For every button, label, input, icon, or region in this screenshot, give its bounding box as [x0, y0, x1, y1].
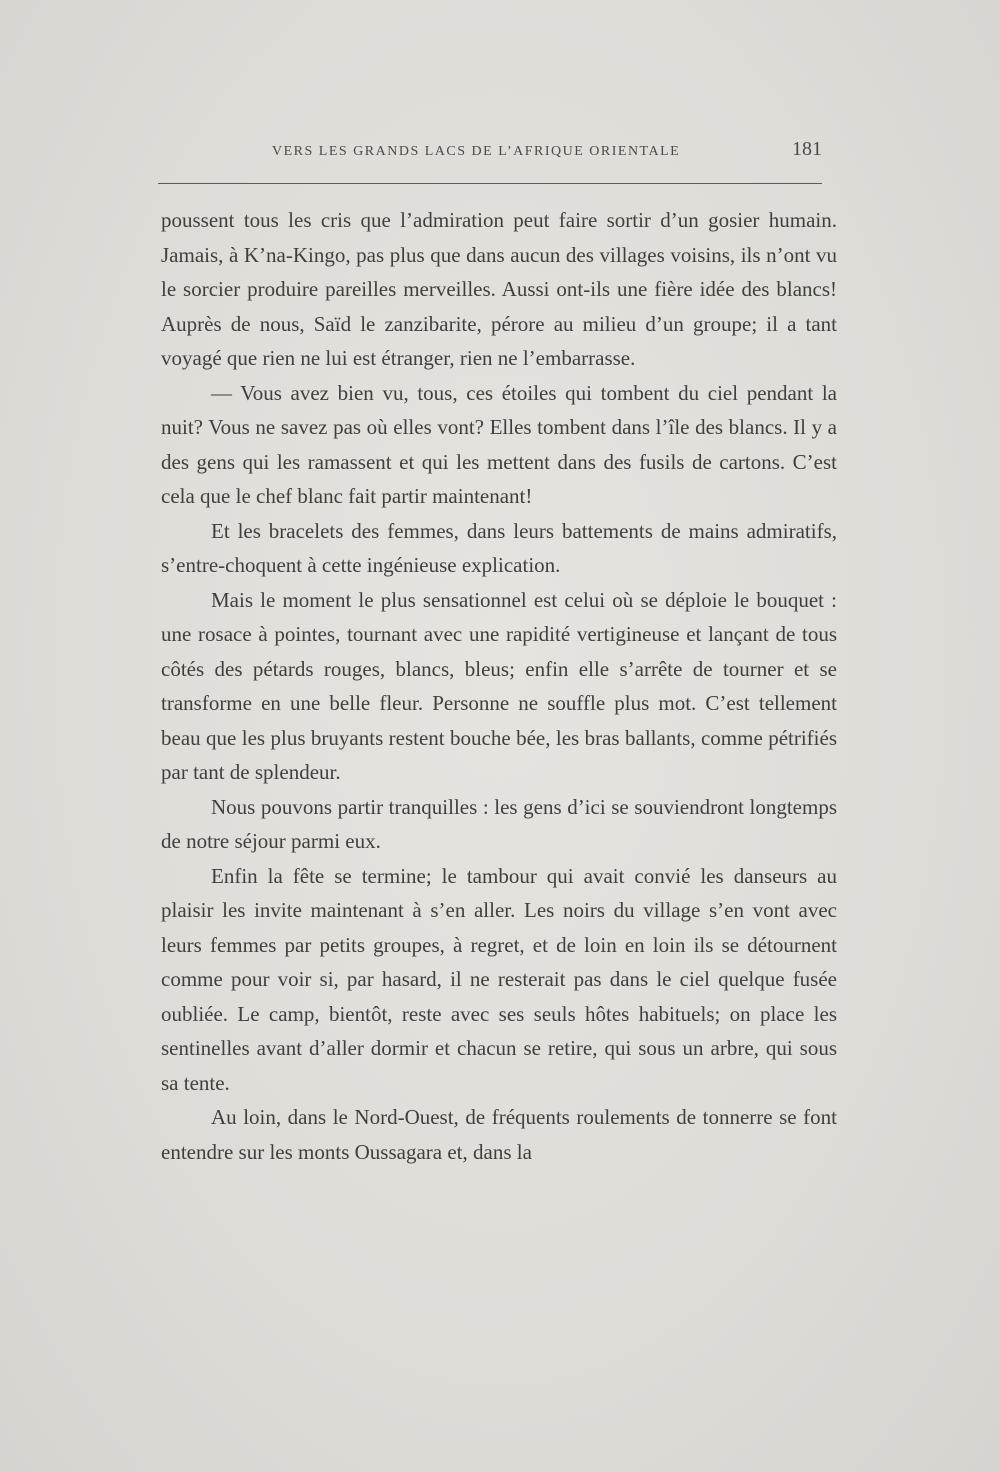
page-number: 181	[792, 138, 822, 160]
paragraph-7: Au loin, dans le Nord-Ouest, de fréquents roulements de tonnerre se font entendre sur les monts Oussagara et, dans la	[161, 1105, 837, 1164]
paragraph-4: Mais le moment le plus sensationnel est celui où se déploie le bouquet : une rosace à pointes, tournant avec une rapidité vertigineuse et lançant de tous côtés des pétards rouges, blancs, bleus; enfin elle s’arrête de tourner et se transforme en une belle fleur. Personne ne souffle plus mot. C’est tellement beau que les plus bruyants restent bouche bée, les bras ballants, comme pétrifiés par tant de splendeur.	[161, 587, 837, 784]
paragraph-3: Et les bracelets des femmes, dans leurs battements de mains admiratifs, s’entre-choquent à cette ingénieuse explication.	[161, 518, 837, 577]
paragraph-5: Nous pouvons partir tranquilles : les gens d’ici se souviendront longtemps de notre séjour parmi eux.	[161, 794, 837, 853]
running-title: VERS LES GRANDS LACS DE L’AFRIQUE ORIENTALE	[272, 144, 681, 159]
paragraph-6: Enfin la fête se termine; le tambour qui avait convié les danseurs au plaisir les invite maintenant à s’en aller. Les noirs du village s’en vont avec leurs femmes par petits groupes, à regret, et de loin en loin ils se détournent comme pour voir si, par hasard, il ne resterait pas dans le ciel quelque fusée oubliée. Le camp, bientôt, reste avec ses seuls hôtes habituels; on place les sentinelles avant d’aller dormir et chacun se retire, qui sous un arbre, qui sous sa tente.	[161, 863, 837, 1095]
running-head	[160, 136, 830, 176]
header-rule	[158, 183, 822, 184]
body-text	[161, 203, 837, 1169]
paragraph-1: poussent tous les cris que l’admiration peut faire sortir d’un gosier humain. Jamais, à K’na-Kingo, pas plus que dans aucun des villages voisins, ils n’ont vu le sorcier produire pareilles merveilles. Aussi ont-ils une fière idée des blancs! Auprès de nous, Saïd le zanzibarite, pérore au milieu d’un groupe; il a tant voyagé que rien ne lui est étranger, rien ne l’embarrasse.	[161, 208, 837, 370]
paragraph-2: — Vous avez bien vu, tous, ces étoiles qui tombent du ciel pendant la nuit? Vous ne savez pas où elles vont? Elles tombent dans l’île des blancs. Il y a des gens qui les ramassent et qui les mettent dans des fusils de cartons. C’est cela que le chef blanc fait partir maintenant!	[161, 380, 837, 508]
